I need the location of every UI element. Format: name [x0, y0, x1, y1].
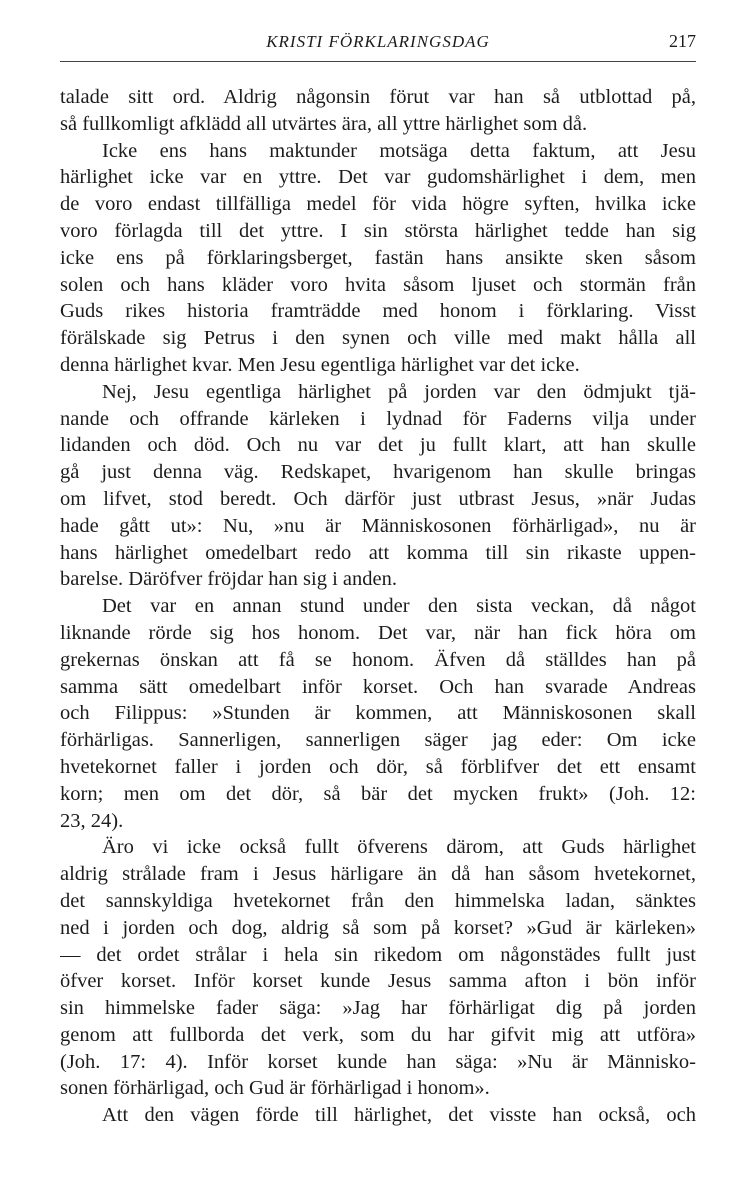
text-line: så fullkomligt afklädd all utvärtes ära, all yttre härlighet som då.: [60, 112, 588, 135]
text-line: Guds rikes historia framträdde med honom i förklaring. Visst: [60, 300, 696, 323]
text-line: talade sitt ord. Aldrig någonsin förut var han så utblottad på,: [60, 86, 696, 108]
text-line: (Joh. 17: 4). Inför korset kunde han säga: »Nu är Människo-: [60, 1050, 696, 1073]
text-line: det sannskyldiga hvetekornet från den himmelska ladan, sänktes: [60, 889, 696, 912]
text-line: hvetekornet faller i jorden och dör, så förblifver det ett ensamt: [60, 755, 696, 778]
text-line: icke ens på förklaringsberget, fastän hans ansikte sken såsom: [60, 246, 696, 269]
page-number: 217: [669, 31, 696, 51]
text-line: denna härlighet kvar. Men Jesu egentliga härlighet var det icke.: [60, 353, 580, 376]
text-line: barelse. Däröfver fröjdar han sig i anden.: [60, 568, 397, 591]
text-line: aldrig strålade fram i Jesus härligare än då han såsom hvetekornet,: [60, 863, 696, 886]
page-header: [60, 28, 696, 56]
text-line: hade gått ut»: Nu, »nu är Människosonen förhärligad», nu är: [60, 514, 696, 537]
text-line: gå just denna väg. Redskapet, hvarigenom han skulle bringas: [60, 461, 696, 484]
text-line: Att den vägen förde till härlighet, det visste han också, och: [102, 1104, 696, 1127]
text-line: Nej, Jesu egentliga härlighet på jorden var den ödmjukt tjä-: [102, 380, 696, 403]
text-line: korn; men om det dör, så bär det mycken frukt» (Joh. 12:: [60, 782, 696, 805]
text-line: härlighet icke var en yttre. Det var gudomshärlighet i dem, men: [60, 166, 696, 189]
text-line: voro förlagda till det yttre. I sin största härlighet tedde han sig: [60, 219, 696, 242]
text-line: liknande rörde sig hos honom. Det var, när han fick höra om: [60, 621, 696, 644]
text-line: 23, 24).: [60, 809, 124, 832]
text-line: solen och hans kläder voro hvita såsom ljuset och stormän från: [60, 273, 696, 296]
text-line: genom att fullborda det verk, som du har gifvit mig att utföra»: [60, 1023, 696, 1046]
text-line: nande och offrande kärleken i lydnad för Faderns vilja under: [60, 407, 696, 430]
text-line: lidanden och död. Och nu var det ju fullt klart, att han skulle: [60, 434, 696, 457]
text-line: ned i jorden och dog, aldrig så som på korset? »Gud är kärleken»: [60, 916, 696, 939]
text-line: förhärligas. Sannerligen, sannerligen säger jag eder: Om icke: [60, 729, 696, 752]
text-line: om lifvet, stod beredt. Och därför just utbrast Jesus, »när Judas: [60, 487, 696, 510]
text-line: och Filippus: »Stunden är kommen, att Människosonen skall: [60, 702, 696, 725]
text-line: sonen förhärligad, och Gud är förhärligad i honom».: [60, 1077, 490, 1100]
text-line: sin himmelske fader säga: »Jag har förhärligat dig på jorden: [60, 997, 696, 1020]
text-line: de voro endast tillfälliga medel för vida högre syften, hvilka icke: [60, 193, 696, 216]
text-line: samma sätt omedelbart inför korset. Och han svarade Andreas: [60, 675, 696, 698]
text-line: — det ordet strålar i hela sin rikedom om någonstädes fullt just: [60, 943, 696, 966]
header-rule: [60, 61, 696, 62]
text-line: hans härlighet omedelbart redo att komma till sin rikaste uppen-: [60, 541, 696, 564]
text-line: Äro vi icke också fullt öfverens därom, att Guds härlighet: [102, 836, 696, 859]
text-line: Icke ens hans maktunder motsäga detta faktum, att Jesu: [102, 139, 696, 162]
text-line: förälskade sig Petrus i den synen och ville med makt hålla all: [60, 327, 696, 350]
running-title: KRISTI FÖRKLARINGSDAG: [266, 32, 490, 51]
text-line: Det var en annan stund under den sista veckan, då något: [102, 595, 696, 618]
text-line: öfver korset. Inför korset kunde Jesus samma afton i bön inför: [60, 970, 696, 993]
body-text: [60, 84, 696, 1129]
text-line: grekernas önskan att få se honom. Äfven då ställdes han på: [60, 648, 696, 671]
